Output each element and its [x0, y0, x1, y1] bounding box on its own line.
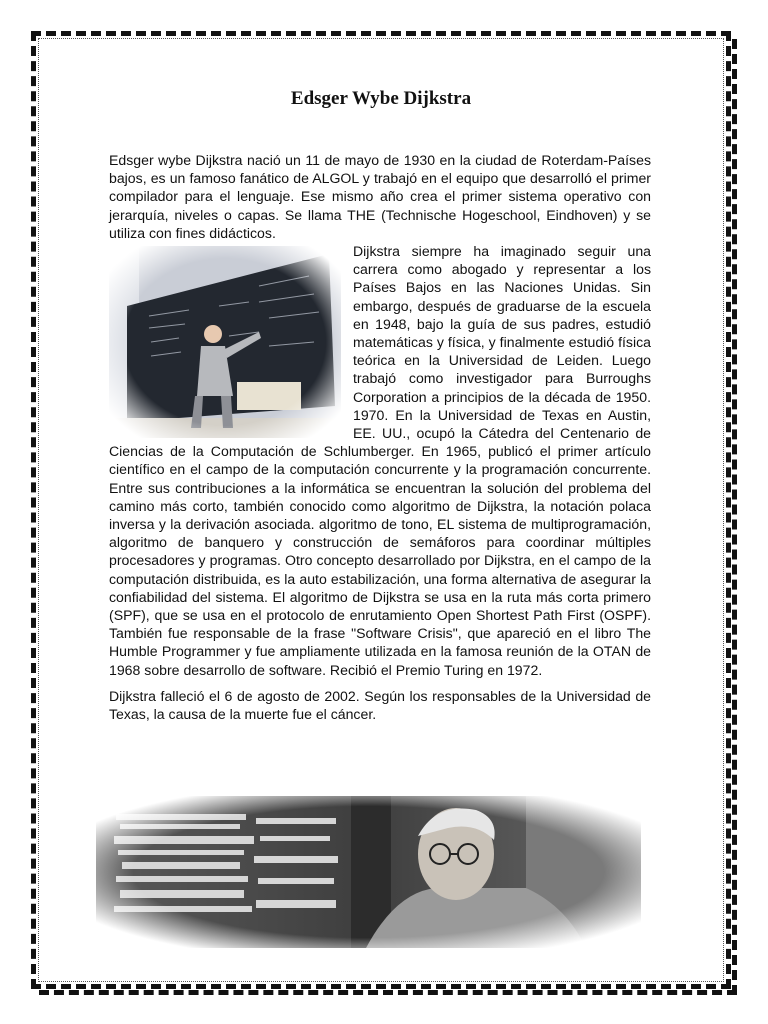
- paragraph-career: Dijkstra siempre ha imaginado seguir una carrera como abogado y representar a los Países Bajos en las Naciones Unidas. Sin embargo, después de graduarse de la escuela en 1948, bajo la guía de sus padres, estudió matemáticas y física, y finalmente estudió física teórica en la Universidad de Leiden. Luego trabajó como investigador para Burroughs Corporation a principios de la década de 1950. 1970. En la Universidad de Texas en Austin, EE. UU., ocupó la Cátedra del Centenario de Ciencias de la Computación de Schlumberger. En 1965, publicó el primer artículo científico en el campo de la computación concurrente y la programación concurrente. Entre sus contribuciones a la informática se encuentran la solución del problema del camino más corto, también conocido como algoritmo de Dijkstra, la notación polaca inversa y la derivación asociada. algoritmo de tono, EL sistema de multiprogramación, algoritmo de banquero y construcción de semáforos para coordinar múltiples procesadores y programas. Otro concepto desarrollado por Dijkstra, en el campo de la computación distribuida, es la auto estabilización, una forma alternativa de asegurar la confiabilidad del sistema. El algoritmo de Dijkstra se usa en la ruta más corta primero (SPF), que se usa en el protocolo de enrutamiento Open Shortest Path First (OSPF). También fue responsable de la frase "Software Crisis", que apareció en el libro The Humble Programmer y fue ampliamente utilizada en la famosa reunión de la OTAN de 1968 sobre desarrollo de software. Recibió el Premio Turing en 1972.: [109, 243, 651, 678]
- paragraph-intro: Edsger wybe Dijkstra nació un 11 de mayo de 1930 en la ciudad de Roterdam-Países bajos, es un famoso fanático de ALGOL y trabajó en el equipo que desarrolló el primer compilador para el lenguaje. Ese mismo año crea el primer sistema operativo con jerarquía, niveles o capas. Se llama THE (Technische Hogeschool, Eindhoven) y se utiliza con fines didácticos.: [109, 152, 651, 241]
- paragraph-death: Dijkstra falleció el 6 de agosto de 2002. Según los responsables de la Universidad de Texas, la causa de la muerte fue el cáncer.: [109, 687, 651, 723]
- page-title: Edsger Wybe Dijkstra: [290, 88, 472, 109]
- photo-dijkstra-blackboard: [109, 246, 341, 438]
- article-body: [109, 151, 651, 723]
- photo-dijkstra-office: [96, 796, 641, 948]
